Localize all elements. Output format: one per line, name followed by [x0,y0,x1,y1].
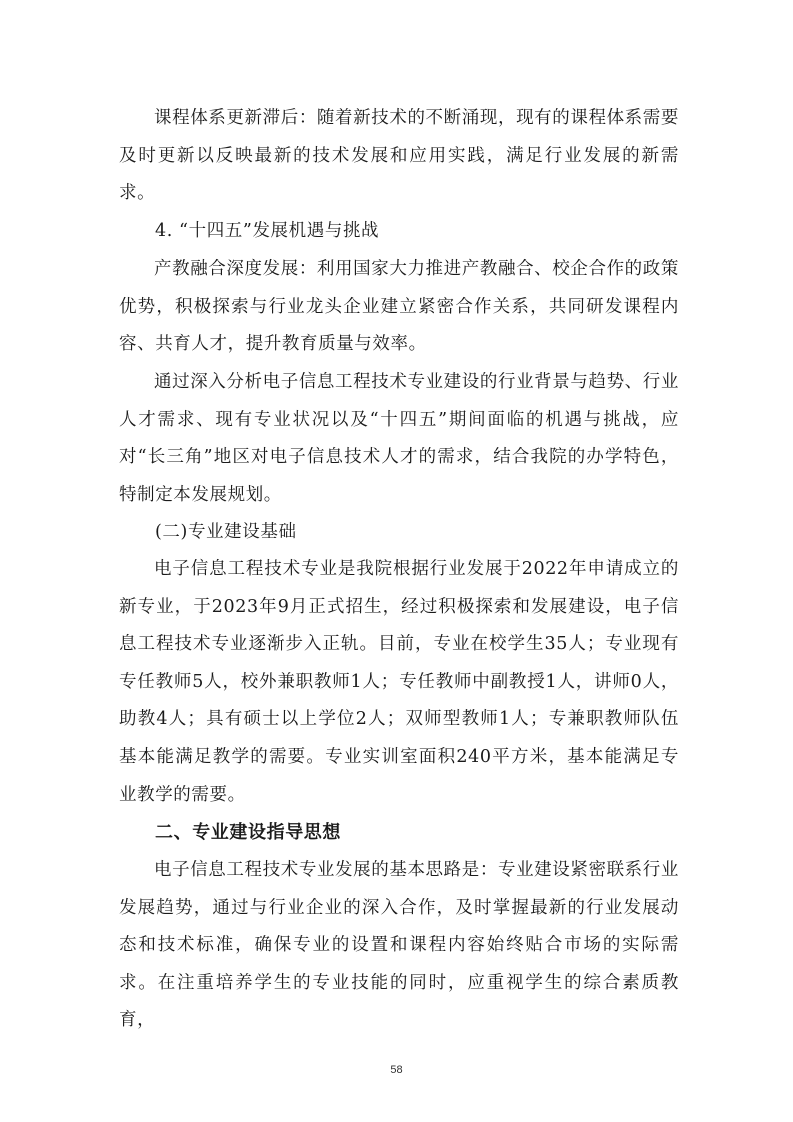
section-heading-guiding-thought: 二、专业建设指导思想 [155,822,341,843]
paragraph-foundation: 电子信息工程技术专业是我院根据行业发展于2022年申请成立的新专业，于2023年9月正式招生，经过积极探索和发展建设，电子信息工程技术专业逐渐步入正轨。目前，专业在校学生35人；专业现有专任教师5人，校外兼职教师1人；专任教师中副教授1人，讲师0人，助教4人；具有硕士以上学位2人；双师型教师1人；专兼职教师队伍基本能满足教学的需要。专业实训室面积240平方米，基本能满足专业教学的需要。 [119,559,679,805]
page-number: 58 [390,1064,403,1076]
paragraph-analysis-summary: 通过深入分析电子信息工程技术专业建设的行业背景与趋势、行业人才需求、现有专业状况以及“十四五”期间面临的机遇与挑战，应对“长三角”地区对电子信息技术人才的需求，结合我院的办学特色，特制定本发展规划。 [119,372,679,505]
paragraph-curriculum-lag: 课程体系更新滞后：随着新技术的不断涌现，现有的课程体系需要及时更新以反映最新的技术发展和应用实践，满足行业发展的新需求。 [119,108,679,204]
subheading-opportunities: 4. “十四五”发展机遇与挑战 [155,221,380,241]
paragraph-guiding-thought: 电子信息工程技术专业发展的基本思路是：专业建设紧密联系行业发展趋势，通过与行业企业的深入合作，及时掌握最新的行业发展动态和技术标准，确保专业的设置和课程内容始终贴合市场的实际需求。在注重培养学生的专业技能的同时，应重视学生的综合素质教育， [119,860,679,1031]
subheading-foundation: (二)专业建设基础 [155,522,297,542]
paragraph-industry-education: 产教融合深度发展：利用国家大力推进产教融合、校企合作的政策优势，积极探索与行业龙头企业建立紧密合作关系，共同研发课程内容、共育人才，提升教育质量与效率。 [119,259,679,355]
